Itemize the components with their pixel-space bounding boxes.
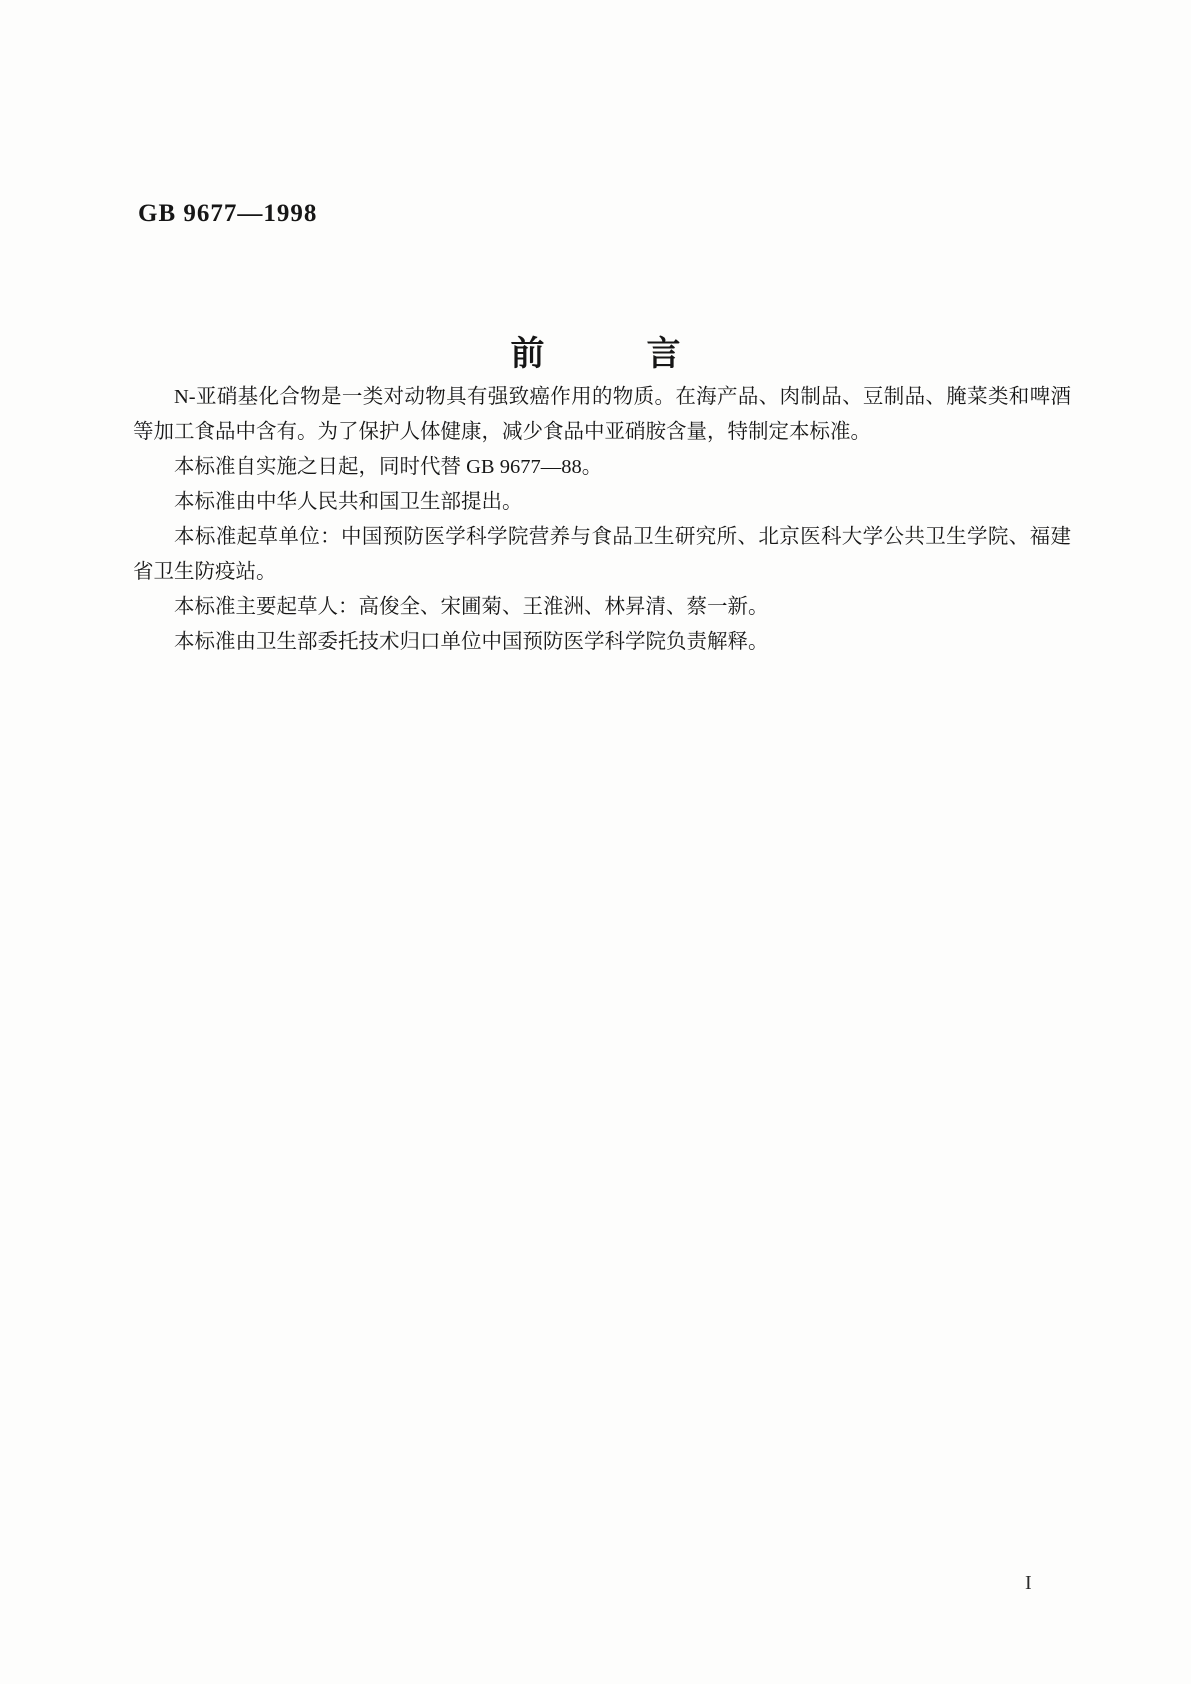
foreword-body <box>133 380 1071 660</box>
foreword-paragraph-3: 本标准由中华人民共和国卫生部提出。 <box>174 491 523 513</box>
page-number: I <box>1025 1572 1032 1594</box>
page-title: 前 言 <box>510 336 681 373</box>
foreword-paragraph-5: 本标准主要起草人：高俊全、宋圃菊、王淮洲、林昇清、蔡一新。 <box>174 596 769 618</box>
standard-code: GB 9677—1998 <box>138 200 318 227</box>
foreword-paragraph-6: 本标准由卫生部委托技术归口单位中国预防医学科学院负责解释。 <box>174 631 769 653</box>
foreword-paragraph-4: 本标准起草单位：中国预防医学科学院营养与食品卫生研究所、北京医科大学公共卫生学院、福建省卫生防疫站。 <box>133 526 1071 583</box>
foreword-paragraph-1: N-亚硝基化合物是一类对动物具有强致癌作用的物质。在海产品、肉制品、豆制品、腌菜类和啤酒等加工食品中含有。为了保护人体健康，减少食品中亚硝胺含量，特制定本标准。 <box>133 386 1071 443</box>
foreword-paragraph-2: 本标准自实施之日起，同时代替 GB 9677—88。 <box>174 456 603 478</box>
